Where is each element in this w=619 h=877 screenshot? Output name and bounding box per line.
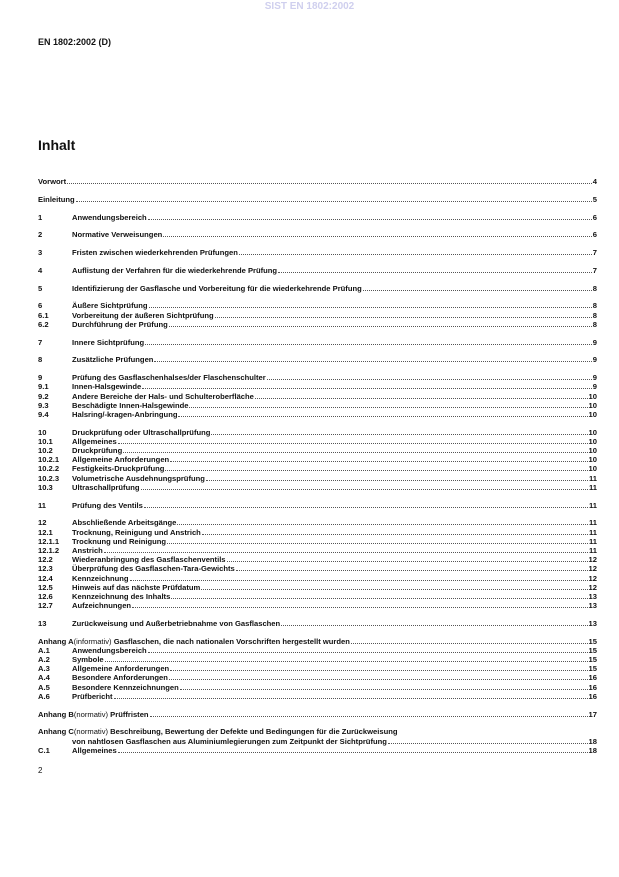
toc-entry-number: 6.1 [38,310,49,320]
toc-entry[interactable] [38,455,597,464]
dot-leader [154,355,591,362]
toc-entry-number: 12.2 [38,555,53,565]
page-title: Inhalt [38,137,76,153]
toc-entry-title: Zurückweisung und Außerbetriebnahme von Gasflaschen [72,618,281,628]
dot-leader [148,213,592,220]
toc-entry-page: 11 [588,518,597,528]
dot-leader [255,392,588,399]
toc-entry-page: 16 [588,673,597,683]
toc-entry-page: 12 [588,555,597,565]
dot-leader [363,284,592,291]
toc-entry-title: Vorwort [38,177,67,186]
toc-entry-number: A.5 [38,682,50,692]
toc-entry-page: 4 [592,177,597,186]
toc-entry-page: 10 [588,400,597,410]
toc-entry[interactable] [38,546,597,555]
toc-entry[interactable] [38,637,597,646]
toc-entry-title: Fristen zwischen wiederkehrenden Prüfungen [72,248,238,258]
toc-entry-title-continuation: von nahtlosen Gasflaschen aus Aluminiumlegierungen zum Zeitpunkt der Sichtprüfung [72,736,387,746]
toc-entry-number: 13 [38,618,47,628]
toc-entry-title: Volumetrische Ausdehnungsprüfung [72,473,205,483]
toc-entry[interactable] [38,518,597,527]
toc-entry-page: 7 [592,248,597,258]
dot-leader [142,382,592,389]
toc-entry-title: Wiederanbringung des Gasflaschenventils [72,555,226,565]
dot-leader [178,410,587,417]
annex-label: Anhang A [38,636,74,646]
dot-leader [169,320,592,327]
toc-entry[interactable] [38,355,597,364]
toc-entry-page: 15 [588,655,597,665]
dot-leader [169,673,588,680]
dot-leader [177,518,588,525]
toc-entry[interactable] [38,710,597,719]
toc-entry[interactable] [38,311,597,320]
toc-entry-page: 11 [588,527,597,537]
toc-entry-page: 10 [588,436,597,446]
toc-entry-title: Durchführung der Prüfung [72,319,168,329]
toc-entry-number: 2 [38,230,43,240]
toc-entry-page: 17 [588,709,597,719]
toc-entry-page: 15 [588,636,597,646]
toc-entry-page: 16 [588,691,597,701]
dot-leader [167,537,588,544]
dot-leader [141,483,588,490]
dot-leader [149,301,592,308]
dot-leader [171,592,587,599]
toc-entry-number: C.1 [38,745,50,755]
toc-entry-page: 6 [592,212,597,222]
toc-entry-number: 9.2 [38,391,49,401]
toc-entry-title: Anwendungsbereich [72,212,147,222]
toc-entry-title: Allgemeine Anforderungen [72,664,170,674]
toc-entry[interactable] [38,338,597,347]
dot-leader [267,373,592,380]
toc-entry-number: 9.4 [38,409,49,419]
toc-entry-page: 5 [592,194,597,204]
annex-kind: (normativ) [73,727,109,737]
dot-leader [236,564,588,571]
toc-entry-title: Halsring/-kragen-Anbringung [72,409,178,419]
toc-entry[interactable] [38,373,597,382]
dot-leader [239,248,592,255]
dot-leader [123,446,587,453]
toc-entry-title: Allgemeine Anforderungen [72,455,170,465]
toc-entry-page: 8 [592,310,597,320]
toc-entry[interactable] [38,601,597,610]
toc-entry-page: 9 [592,382,597,392]
toc-entry-number: 4 [38,265,43,275]
annex-label: Anhang B [38,709,74,719]
toc-entry-number: 10.2.3 [38,473,60,483]
toc-entry-page: 11 [588,545,597,555]
toc-entry-number: 12.6 [38,591,53,601]
toc-entry[interactable] [38,574,597,583]
toc-entry[interactable] [38,727,597,736]
toc-entry[interactable] [38,564,597,573]
toc-entry-page: 10 [588,446,597,456]
toc-entry[interactable] [38,664,597,673]
annex-label: Anhang C [38,727,74,737]
table-of-contents [38,177,597,755]
toc-entry[interactable] [38,410,597,419]
toc-entry-number: 10.2.2 [38,464,60,474]
toc-entry-page: 13 [588,601,597,611]
toc-entry-title: Besondere Anforderungen [72,673,168,683]
toc-entry-title: Trocknung und Reinigung [72,536,167,546]
dot-leader [163,230,591,237]
page-number: 2 [38,766,43,775]
toc-entry-page: 11 [588,500,597,510]
toc-entry-title: Beschreibung, Bewertung der Defekte und Bedingungen für die Zurückweisung [110,727,398,737]
toc-entry-page: 8 [592,283,597,293]
toc-entry-page: 12 [588,582,597,592]
toc-entry-title: Kennzeichnung des Inhalts [72,591,171,601]
dot-leader [180,683,588,690]
toc-entry-number: 12.3 [38,564,53,574]
toc-entry[interactable] [38,537,597,546]
toc-entry[interactable] [38,266,597,275]
toc-entry-title: Prüfung des Ventils [72,500,143,510]
toc-entry-page: 7 [592,265,597,275]
toc-entry-title: Besondere Kennzeichnungen [72,682,179,692]
dot-leader [201,583,587,590]
toc-entry-title: Allgemeines [72,745,117,755]
dot-leader [278,266,592,273]
toc-entry-number: 11 [38,500,47,510]
toc-entry-title: Prüffristen [110,709,149,719]
watermark: SIST EN 1802:2002 [264,1,355,12]
toc-entry-number: 10.3 [38,482,53,492]
toc-entry-title: Überprüfung des Gasflaschen-Tara-Gewichts [72,564,235,574]
toc-entry-number: 12.5 [38,582,53,592]
toc-entry-page: 10 [588,455,597,465]
annex-kind: (normativ) [73,709,109,719]
toc-entry-title: Einleitung [38,194,75,204]
toc-entry-number: 9 [38,373,43,383]
toc-entry[interactable] [38,555,597,564]
toc-entry-page: 15 [588,664,597,674]
toc-entry-page: 10 [588,391,597,401]
toc-entry-number: 6 [38,301,43,311]
dot-leader [132,601,587,608]
toc-entry[interactable] [38,592,597,601]
toc-entry-title: Innen-Halsgewinde [72,382,142,392]
toc-entry-page: 15 [588,645,597,655]
toc-entry-title: Auflistung der Verfahren für die wiederkehrende Prüfung [72,265,278,275]
document-header: EN 1802:2002 (D) [38,37,112,47]
toc-entry[interactable] [38,646,597,655]
toc-entry-page: 11 [588,536,597,546]
toc-entry[interactable] [38,248,597,257]
toc-entry-number: 5 [38,283,43,293]
toc-entry-page: 9 [592,337,597,347]
toc-entry-title: Andere Bereiche der Hals- und Schulteroberfläche [72,391,254,401]
dot-leader [170,455,587,462]
toc-entry-page: 12 [588,564,597,574]
toc-entry-number: 12.1.2 [38,545,60,555]
toc-entry[interactable] [38,213,597,222]
toc-entry[interactable] [38,619,597,628]
dot-leader [148,646,588,653]
toc-entry-page: 10 [588,409,597,419]
toc-entry-page: 9 [592,373,597,383]
toc-entry-number: 8 [38,355,43,365]
toc-entry-page: 6 [592,230,597,240]
dot-leader [211,428,587,435]
toc-entry-number: 10 [38,427,47,437]
toc-entry-title: Beschädigte Innen-Halsgewinde [72,400,189,410]
toc-entry-title: Abschließende Arbeitsgänge [72,518,177,528]
toc-entry-number: A.4 [38,673,50,683]
toc-entry[interactable] [38,583,597,592]
toc-entry[interactable] [38,382,597,391]
toc-entry-page: 11 [588,473,597,483]
dot-leader [104,546,588,553]
dot-leader [388,737,588,744]
dot-leader [165,464,587,471]
toc-entry-title: Zusätzliche Prüfungen [72,355,154,365]
toc-entry-title: Kennzeichnung [72,573,129,583]
dot-leader [189,401,587,408]
toc-entry-page: 12 [588,573,597,583]
dot-leader [67,177,592,184]
toc-entry-title: Äußere Sichtprüfung [72,301,148,311]
dot-leader [150,710,588,717]
toc-entry[interactable] [38,320,597,329]
toc-entry-number: 1 [38,212,43,222]
toc-entry-title: Trocknung, Reinigung und Anstrich [72,527,201,537]
toc-entry-number: 9.3 [38,400,49,410]
toc-entry[interactable] [38,655,597,664]
toc-entry[interactable] [38,230,597,239]
toc-entry-page: 13 [588,591,597,601]
toc-entry-title: Gasflaschen, die nach nationalen Vorschriften hergestellt wurden [113,636,350,646]
toc-entry[interactable] [38,437,597,446]
toc-entry-number: 12.4 [38,573,53,583]
toc-entry[interactable] [38,737,597,746]
toc-entry-number: A.1 [38,645,50,655]
dot-leader [118,746,588,753]
toc-entry[interactable] [38,301,597,310]
toc-entry-number: 12.1.1 [38,536,60,546]
toc-entry-title: Identifizierung der Gasflasche und Vorbereitung für die wiederkehrende Prüfung [72,283,362,293]
toc-entry[interactable] [38,401,597,410]
toc-entry-number: 12 [38,518,47,528]
dot-leader [227,555,588,562]
toc-entry[interactable] [38,284,597,293]
toc-entry-title: Ultraschallprüfung [72,482,140,492]
dot-leader [114,692,588,699]
toc-entry-title: Innere Sichtprüfung [72,337,145,347]
dot-leader [76,195,592,202]
toc-entry[interactable] [38,446,597,455]
toc-entry-title: Prüfung des Gasflaschenhalses/der Flaschenschulter [72,373,266,383]
dot-leader [144,501,588,508]
toc-entry-title: Allgemeines [72,436,117,446]
toc-entry[interactable] [38,195,597,204]
toc-entry-page: 18 [588,745,597,755]
toc-entry-title: Anwendungsbereich [72,645,147,655]
toc-entry[interactable] [38,673,597,682]
toc-entry-title: Normative Verweisungen [72,230,163,240]
toc-entry[interactable] [38,474,597,483]
toc-entry-page: 10 [588,427,597,437]
dot-leader [215,311,592,318]
toc-entry-number: 7 [38,337,43,347]
toc-entry-number: 9.1 [38,382,49,392]
toc-entry-title: Festigkeits-Druckprüfung [72,464,165,474]
toc-entry-title: Anstrich [72,545,103,555]
toc-entry[interactable] [38,746,597,755]
toc-entry-number: A.6 [38,691,50,701]
dot-leader [118,437,588,444]
toc-entry-title: Prüfbericht [72,691,113,701]
dot-leader [145,338,592,345]
dot-leader [105,655,588,662]
toc-entry-page: 11 [588,482,597,492]
toc-entry-number: 10.2 [38,446,53,456]
toc-entry-title: Hinweis auf das nächste Prüfdatum [72,582,201,592]
toc-entry-page: 13 [588,618,597,628]
toc-entry[interactable] [38,428,597,437]
toc-entry-page: 10 [588,464,597,474]
dot-leader [281,619,587,626]
dot-leader [202,528,588,535]
annex-kind: (informativ) [73,636,112,646]
toc-entry-page: 9 [592,355,597,365]
toc-entry-number: A.3 [38,664,50,674]
toc-entry-title: Druckprüfung [72,446,123,456]
toc-entry-page: 8 [592,319,597,329]
dot-leader [130,574,588,581]
toc-entry-number: 12.1 [38,527,53,537]
toc-entry-title: Aufzeichnungen [72,601,132,611]
toc-entry[interactable] [38,528,597,537]
toc-entry-number: 3 [38,248,43,258]
toc-entry[interactable] [38,692,597,701]
toc-entry[interactable] [38,392,597,401]
toc-entry[interactable] [38,177,597,186]
toc-entry-number: A.2 [38,655,50,665]
toc-entry[interactable] [38,483,597,492]
toc-entry-page: 8 [592,301,597,311]
toc-entry[interactable] [38,501,597,510]
toc-entry-number: 10.1 [38,436,53,446]
toc-entry-title: Vorbereitung der äußeren Sichtprüfung [72,310,214,320]
toc-entry-number: 12.7 [38,601,53,611]
toc-entry-title: Druckprüfung oder Ultraschallprüfung [72,427,211,437]
toc-entry[interactable] [38,683,597,692]
toc-entry-number: 10.2.1 [38,455,60,465]
dot-leader [351,637,588,644]
toc-entry[interactable] [38,464,597,473]
toc-entry-page: 18 [588,736,597,746]
dot-leader [206,474,588,481]
toc-entry-number: 6.2 [38,319,49,329]
dot-leader [170,664,587,671]
toc-entry-title: Symbole [72,655,104,665]
toc-entry-page: 16 [588,682,597,692]
